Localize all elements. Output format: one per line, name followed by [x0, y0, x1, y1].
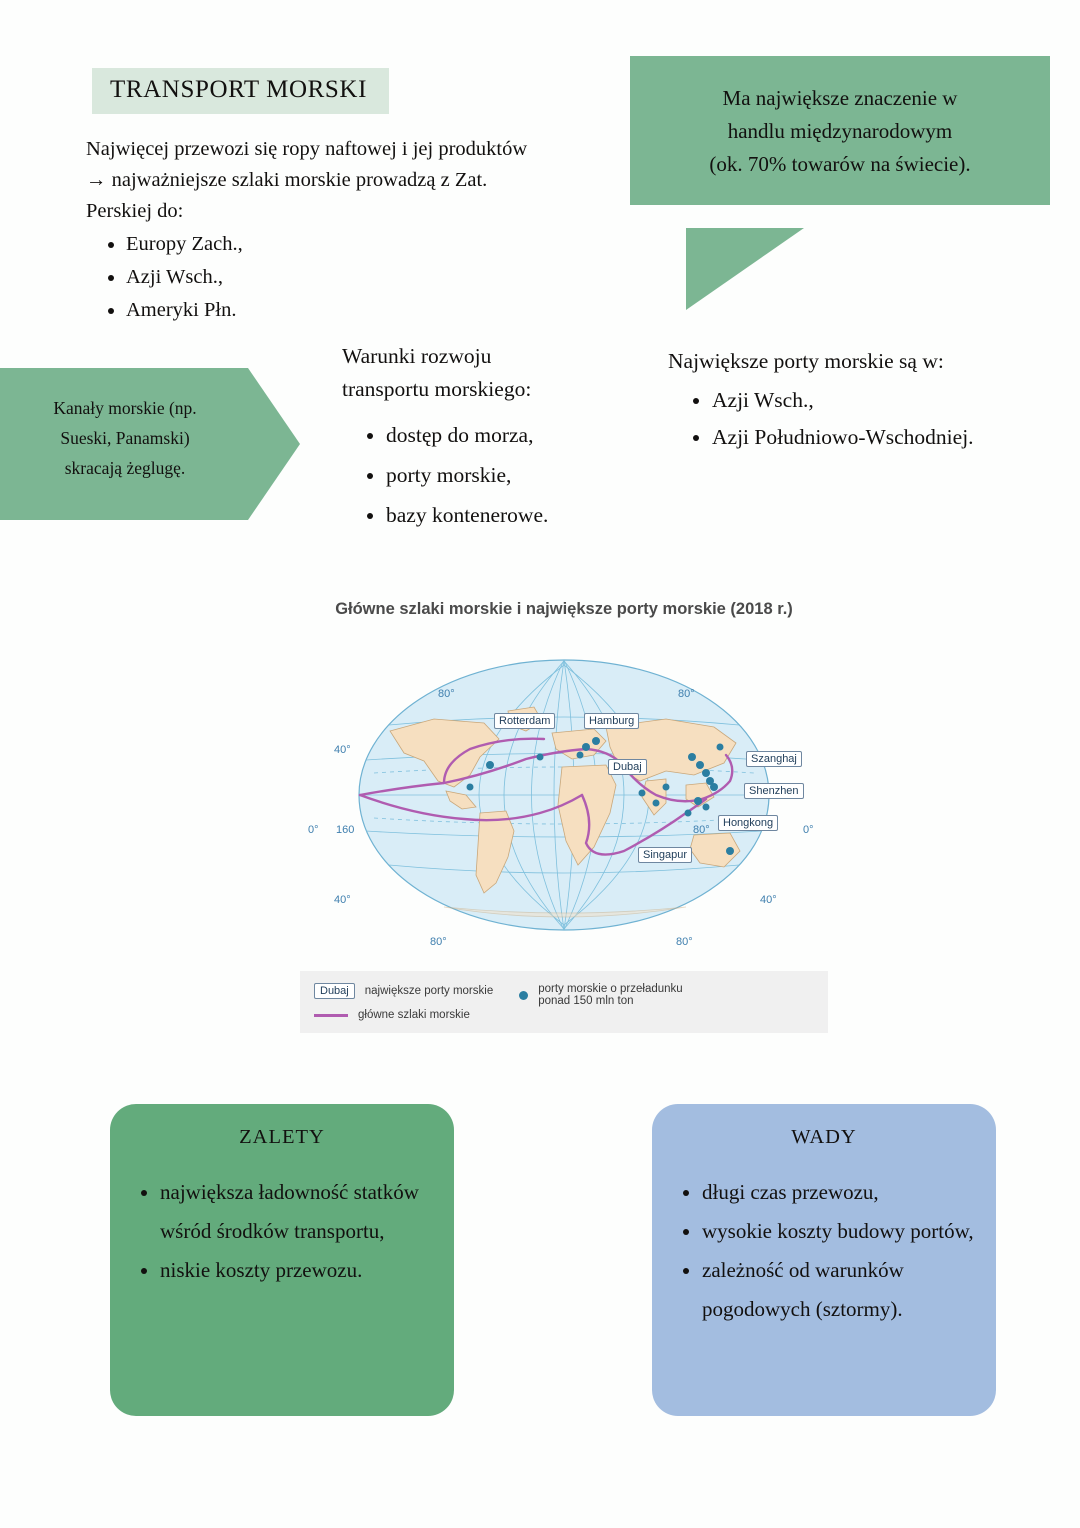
callout-canals-line-3: skracają żeglugę. — [64, 458, 186, 478]
callout-line-3: (ok. 70% towarów na świecie). — [709, 152, 971, 176]
map-lat-label-80-bottom-left: 80° — [430, 936, 447, 948]
list-item: • Ameryki Płn. — [126, 294, 546, 327]
port-dot-icon — [519, 991, 528, 1000]
pros-heading: ZALETY — [239, 1126, 325, 1148]
map-title: Główne szlaki morskie i największe porty morskie (2018 r.) — [335, 600, 793, 618]
callout-canals-text — [14, 393, 236, 483]
map-lat-label-40-left: 40° — [334, 744, 351, 756]
map-lon-label-160: 160 — [336, 824, 355, 836]
list-item: • wysokie koszty budowy portów, — [702, 1212, 978, 1251]
conditions-heading — [342, 340, 632, 406]
list-item: • długi czas przewozu, — [702, 1173, 978, 1212]
map-port-label-rotterdam: Rotterdam — [494, 713, 555, 729]
map-lat-label-80-right: 80° — [678, 688, 695, 700]
ports-list — [682, 382, 1042, 456]
cons-heading: WADY — [791, 1126, 857, 1148]
conditions-heading-line-1: Warunki rozwoju — [342, 344, 492, 368]
callout-importance — [630, 56, 1050, 205]
map-legend-tonnage-text — [538, 983, 682, 1007]
map-lat-label-0-right: 0° — [803, 824, 814, 836]
callout-line-2: handlu międzynarodowym — [727, 119, 953, 143]
intro-line-1: Najwięcej przewozi się ropy naftowej i jej produktów — [86, 138, 528, 160]
list-item: • Azji Południowo-Wschodniej. — [712, 419, 1042, 456]
world-map — [294, 635, 834, 965]
map-port-label-hamburg: Hamburg — [584, 713, 639, 729]
callout-canals — [0, 368, 300, 520]
map-legend-left-column — [314, 983, 493, 1021]
map-lat-label-80-left: 80° — [438, 688, 455, 700]
map-lat-label-40-bottom-left: 40° — [334, 894, 351, 906]
list-item: • niskie koszty przewozu. — [160, 1251, 436, 1290]
map-legend-tonnage-row — [519, 983, 682, 1007]
ports-heading: Największe porty morskie są w: — [668, 349, 944, 373]
map-legend-chip-sample: Dubaj — [314, 983, 355, 999]
callout-canals-line-1: Kanały morskie (np. — [53, 398, 197, 418]
list-item: • porty morskie, — [386, 455, 686, 495]
map-port-label-singapur: Singapur — [638, 847, 692, 863]
map-port-label-shenzhen: Shenzhen — [744, 783, 804, 799]
map-port-label-hongkong: Hongkong — [718, 815, 778, 831]
map-legend-ports-row — [314, 983, 493, 999]
pros-list — [128, 1173, 436, 1290]
callout-line-1: Ma największe znaczenie w — [722, 86, 958, 110]
map-lat-label-80-bottom-right: 80° — [676, 936, 693, 948]
conditions-heading-line-2: transportu morskiego: — [342, 377, 532, 401]
map-legend-right-column — [519, 983, 682, 1021]
map-legend-routes-text: główne szlaki morskie — [358, 1009, 470, 1021]
callout-canals-line-2: Sueski, Panamski) — [60, 428, 190, 448]
intro-line-3: Perskiej do: — [86, 200, 184, 222]
map-lon-label-80: 80° — [693, 824, 710, 836]
map-lat-label-0-left: 0° — [308, 824, 319, 836]
list-item: • bazy kontenerowe. — [386, 495, 686, 535]
map-legend-tonnage-line-1: porty morskie o przeładunku — [538, 983, 683, 995]
map-legend — [300, 971, 828, 1033]
route-line-icon — [314, 1014, 348, 1017]
cons-list — [670, 1173, 978, 1329]
callout-canals-arrow — [248, 368, 300, 520]
list-item: • dostęp do morza, — [386, 415, 686, 455]
map-lat-label-40-bottom-right: 40° — [760, 894, 777, 906]
list-item: • Azji Wsch., — [712, 382, 1042, 419]
map-legend-tonnage-line-2: ponad 150 mln ton — [538, 995, 634, 1007]
world-map-graphic — [294, 635, 834, 965]
conditions-list — [356, 415, 686, 535]
map-figure — [294, 600, 834, 1033]
intro-bullet-list — [100, 228, 546, 327]
list-item: • Azji Wsch., — [126, 261, 546, 294]
list-item: • zależność od warunków pogodowych (sztormy). — [702, 1251, 978, 1329]
map-port-label-dubaj: Dubaj — [608, 759, 647, 775]
intro-line-2: → najważniejsze szlaki morskie prowadzą z Zat. — [86, 169, 488, 191]
pros-card — [110, 1104, 454, 1416]
callout-tail — [686, 228, 804, 310]
page-title: TRANSPORT MORSKI — [92, 68, 389, 114]
list-item: • Europy Zach., — [126, 228, 546, 261]
map-legend-routes-row — [314, 1009, 493, 1021]
map-port-label-szanghaj: Szanghaj — [746, 751, 802, 767]
map-legend-ports-text: największe porty morskie — [364, 985, 494, 997]
list-item: • największa ładowność statków wśród środków transportu, — [160, 1173, 436, 1251]
intro-paragraph — [86, 134, 616, 227]
cons-card — [652, 1104, 996, 1416]
